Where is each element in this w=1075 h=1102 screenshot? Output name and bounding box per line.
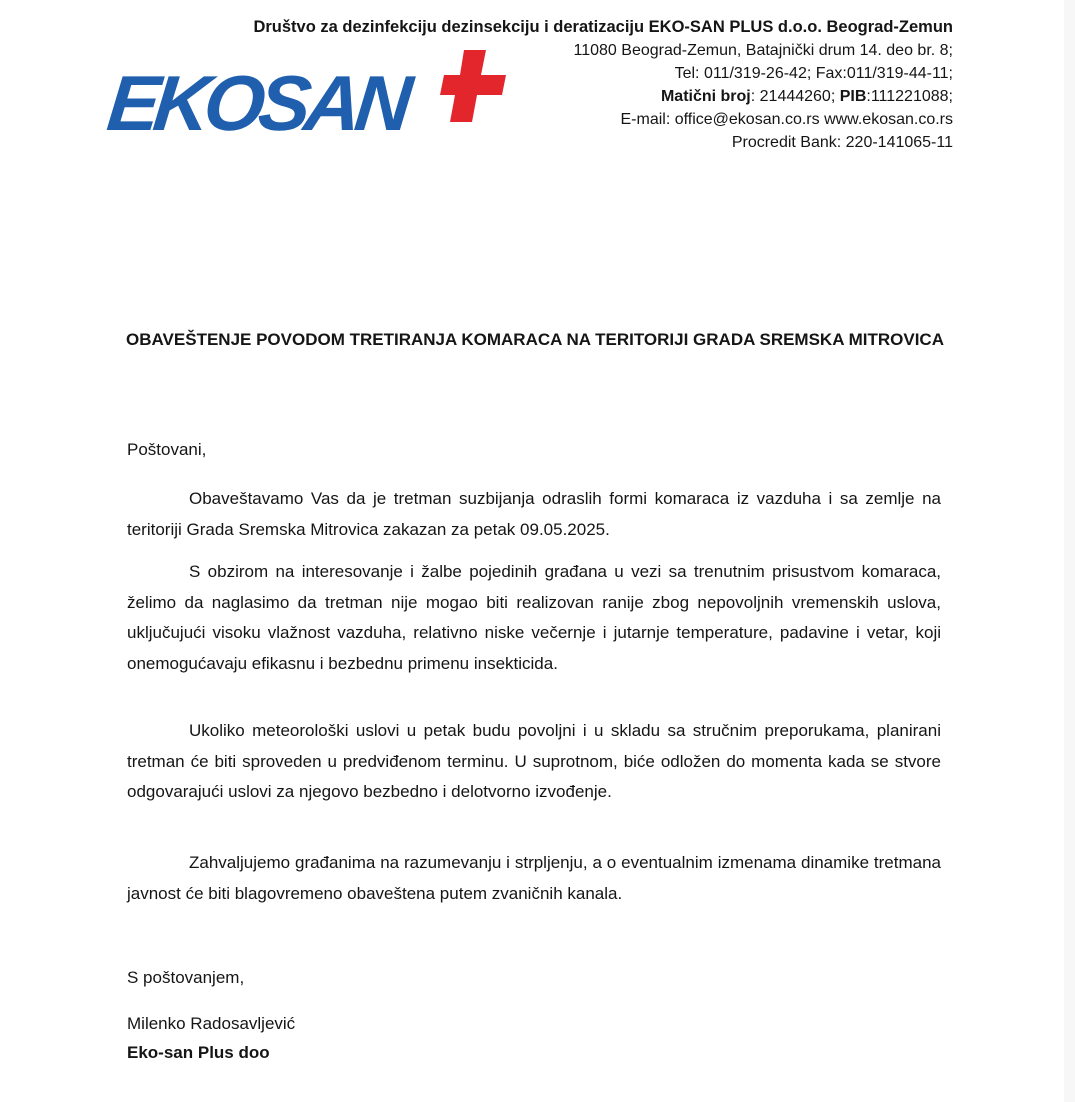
closing-phrase: S poštovanjem, <box>127 968 245 987</box>
company-registration <box>253 85 953 108</box>
pib-label: PIB <box>839 88 867 105</box>
body-paragraph-1: Obaveštavamo Vas da je tretman suzbijanja odraslih formi komaraca iz vazduha i sa zemlje na teritoriji Grada Sremska Mitrovica zakazan za petak 09.05.2025. <box>127 489 941 539</box>
logo-wordmark: EKOSAN <box>103 59 411 147</box>
signer-company: Eko-san Plus doo <box>127 1043 270 1062</box>
notice-title: OBAVEŠTENJE POVODOM TRETIRANJA KOMARACA NA TERITORIJI GRADA SREMSKA MITROVICA <box>126 330 944 349</box>
company-email-web: E-mail: office@ekosan.co.rs www.ekosan.co.rs <box>620 111 953 128</box>
company-contact-block <box>253 16 953 154</box>
body-paragraph-3: Ukoliko meteorološki uslovi u petak budu povoljni i u skladu sa stručnim preporukama, planirani tretman će biti sproveden u predviđenom terminu. U suprotnom, biće odložen do momenta kada se stvore odgovarajući uslovi za njegovo bezbedno i delotvorno izvođenje. <box>127 721 941 801</box>
maticni-value: : 21444260; <box>750 88 840 105</box>
maticni-label: Matični broj <box>660 88 751 105</box>
company-name: Društvo za dezinfekciju dezinsekciju i deratizaciju EKO-SAN PLUS d.o.o. Beograd-Zemun <box>253 18 953 36</box>
pib-value: :111221088; <box>866 88 953 105</box>
body-paragraph-4: Zahvaljujemo građanima na razumevanju i strpljenju, a o eventualnim izmenama dinamike tretmana javnost će biti blagovremeno obaveštena putem zvaničnih kanala. <box>127 853 941 903</box>
company-phone-fax: Tel: 011/319-26-42; Fax:011/319-44-11; <box>674 65 953 82</box>
signer-name: Milenko Radosavljević <box>127 1014 296 1033</box>
company-address: 11080 Beograd-Zemun, Batajnički drum 14. deo br. 8; <box>573 42 953 59</box>
body-paragraph-2: S obzirom na interesovanje i žalbe pojedinih građana u vezi sa trenutnim prisustvom komaraca, želimo da naglasimo da tretman nije mogao biti realizovan ranije zbog nepovoljnih vremenskih uslova, uključujući visoku vlažnost vazduha, relativno niske večernje i jutarnje temperature, padavine i vetar, koji onemogućavaju efikasnu i bezbednu primenu insekticida. <box>127 562 941 673</box>
salutation: Poštovani, <box>127 440 207 459</box>
company-bank: Procredit Bank: 220-141065-11 <box>731 134 953 151</box>
